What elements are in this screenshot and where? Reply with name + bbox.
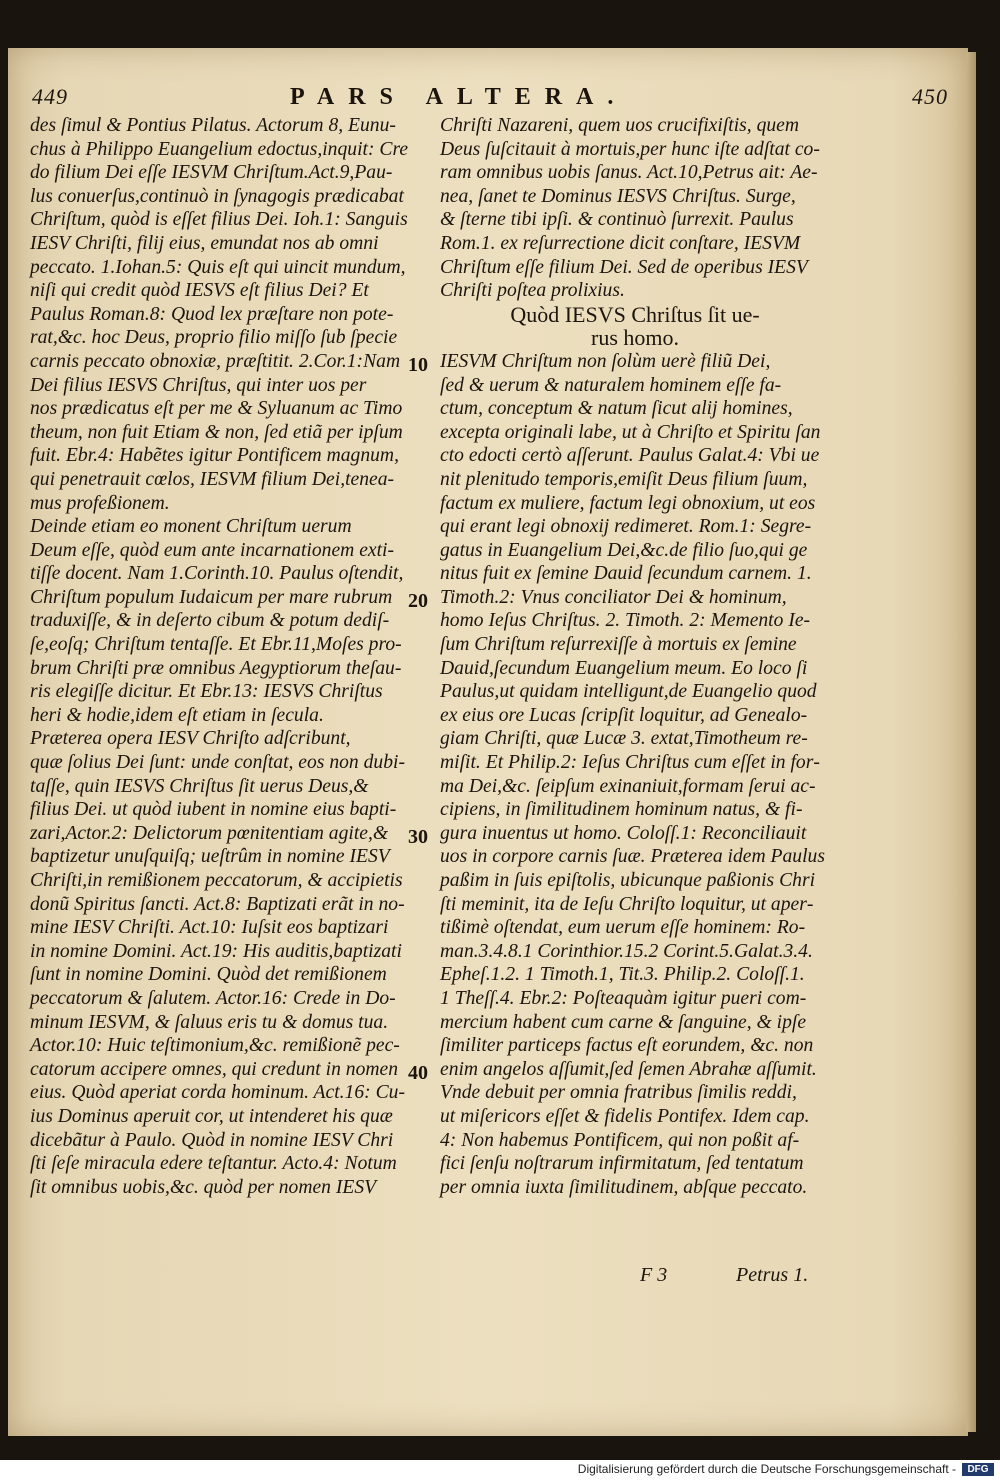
text-line: nea, ſanet te Dominus IESVS Chriſtus. Surge, — [440, 185, 796, 207]
text-line: Dauid,ſecundum Euangelium meum. Eo loco ſi — [440, 657, 808, 679]
text-line: 1 Theſſ.4. Ebr.2: Poſteaquàm igitur pueri com‑ — [440, 987, 807, 1009]
text-line: cipiens, in ſimilitudinem hominum natus, & fi‑ — [440, 799, 803, 821]
text-line: Chriſtum eſſe filium Dei. Sed de operibus IESV — [440, 256, 808, 278]
footer-credit: Digitalisierung gefördert durch die Deutsche Forschungsgemeinschaft - — [577, 1462, 956, 1476]
section-heading: Quòd IESVS Chriſtus ſit ue‑ — [510, 301, 760, 327]
text-line: ris elegiſſe dicitur. Et Ebr.13: IESVS Chriſtus — [30, 681, 383, 703]
text-line: brum Chriſti præ omnibus Aegyptiorum theſau‑ — [30, 657, 402, 679]
line-number-20: 20 — [408, 590, 428, 612]
text-line: IESV Chriſti, filij eius, emundat nos ab omni — [30, 232, 379, 254]
text-line: gura inuentus ut homo. Coloſſ.1: Reconciliauit — [440, 822, 807, 844]
text-line: zari,Actor.2: Delictorum pœnitentiam agite,& — [30, 822, 389, 844]
text-line: peccato. 1.Iohan.5: Quis eſt qui uincit mundum, — [30, 256, 406, 278]
page-edge — [966, 52, 976, 1432]
right-text-column — [440, 114, 830, 1199]
text-line: nos prædicatus eſt per me & Syluanum ac Timo — [30, 398, 403, 420]
text-line: qui penetrauit cœlos, IESVM filium Dei,tenea‑ — [30, 468, 395, 490]
text-line: ius Dominus aperuit cor, ut intenderet his quæ — [30, 1105, 393, 1127]
text-line: mercium habent cum carne & ſanguine, & ipſe — [440, 1011, 807, 1033]
text-line: miſit. Et Philip.2: Ieſus Chriſtus cum eſſet in for‑ — [440, 752, 820, 774]
text-line: excepta originali labe, ut à Chriſto et Spiritu ſan — [440, 421, 821, 443]
text-line: Chriſtum populum Iudaicum per mare rubrum — [30, 586, 393, 608]
text-line: carnis peccato obnoxiæ, præſtitit. 2.Cor.1:Nam — [30, 350, 401, 372]
text-line: tißimè oſtendat, eum uerum eſſe hominem: Ro‑ — [440, 917, 806, 939]
text-line: man.3.4.8.1 Corinthior.15.2 Corint.5.Galat.3.4. — [440, 940, 813, 962]
text-line: cto edocti certò aſſerunt. Paulus Galat.4: Vbi ue — [440, 445, 820, 467]
text-line: heri & hodie,idem eſt etiam in ſecula. — [30, 704, 324, 726]
text-line: Deum eſſe, quòd eum ante incarnationem exti‑ — [30, 539, 395, 561]
text-line: ſti ſeſe miracula edere teſtantur. Acto.4: Notum — [30, 1153, 397, 1175]
text-line: donũ Spiritus ſancti. Act.8: Baptizati erãt in no‑ — [30, 893, 405, 915]
text-line: ctum, conceptum & natum ſicut alij homines, — [440, 398, 793, 420]
text-line: baptizetur unuſquiſq; ueſtrûm in nomine IESV — [30, 846, 390, 868]
text-line: ut miſericors eſſet & fidelis Pontifex. Idem cap. — [440, 1105, 810, 1127]
dfg-logo: DFG — [962, 1463, 994, 1476]
text-line: eius. Quòd aperiat corda hominum. Act.16: Cu‑ — [30, 1082, 405, 1104]
text-line: Deus ſuſcitauit à mortuis,per hunc iſte adſtat co‑ — [440, 138, 820, 160]
text-line: Chriſti poſtea prolixius. — [440, 280, 625, 302]
text-line: ſti meminit, ita de Ieſu Chriſto loquitur, ut aper‑ — [440, 893, 814, 915]
text-line: Chriſti Nazareni, quem uos crucifixiſtis, quem — [440, 115, 800, 136]
text-line: Timoth.2: Vnus conciliator Dei & hominum, — [440, 586, 787, 608]
catchword: Petrus 1. — [736, 1264, 809, 1286]
section-heading: rus homo. — [591, 325, 679, 351]
text-line: Vnde debuit per omnia fratribus ſimilis reddi, — [440, 1082, 797, 1104]
text-line: 4: Non habemus Pontificem, qui non poßit af‑ — [440, 1129, 800, 1151]
text-line: per omnia iuxta ſimilitudinem, abſque peccato. — [440, 1176, 808, 1198]
text-line: ſimiliter particeps factus eſt eorundem, &c. non — [440, 1035, 814, 1057]
text-line: gatus in Euangelium Dei,&c.de filio ſuo,qui ge — [440, 539, 808, 561]
text-line: ex eius ore Lucas ſcripſit loquitur, ad Genealo‑ — [440, 704, 808, 726]
text-line: ram omnibus uobis ſanus. Act.10,Petrus ait: Ae‑ — [440, 162, 818, 184]
text-line: uos in corpore carnis ſuæ. Præterea idem Paulus — [440, 846, 825, 868]
text-line: traduxiſſe, & in deſerto cibum & potum dediſ‑ — [30, 610, 390, 632]
footer-bar — [0, 1460, 1000, 1480]
text-line: Epheſ.1.2. 1 Timoth.1, Tit.3. Philip.2. Coloſſ.1. — [440, 964, 805, 986]
text-line: Actor.10: Huic teſtimonium,&c. remißionẽ pec‑ — [30, 1035, 400, 1057]
text-line: fici ſenſu noſtrarum infirmitatum, ſed tentatum — [440, 1153, 804, 1175]
text-line: IESVM Chriſtum non ſolùm uerè filiũ Dei, — [440, 350, 771, 372]
line-number-30: 30 — [408, 826, 428, 848]
line-number-10: 10 — [408, 354, 428, 376]
signature-mark: F 3 — [640, 1264, 668, 1286]
text-line: minum IESVM, & ſaluus eris tu & domus tua. — [30, 1011, 389, 1033]
text-line: taſſe, quin IESVS Chriſtus ſit uerus Deus,& — [30, 775, 369, 797]
text-line: mus profeßionem. — [30, 492, 170, 514]
text-line: des ſimul & Pontius Pilatus. Actorum 8, Eunu‑ — [30, 115, 396, 136]
text-line: ma Dei,&c. ſeipſum exinaniuit,formam ſerui ac‑ — [440, 775, 816, 797]
text-line: Rom.1. ex reſurrectione dicit conſtare, IESVM — [440, 232, 801, 254]
running-head: PARS ALTERA. — [290, 84, 628, 110]
text-line: fuit. Ebr.4: Habẽtes igitur Pontificem magnum, — [30, 445, 399, 467]
text-line: Chriſti,in remißionem peccatorum, & accipietis — [30, 870, 403, 891]
text-line: nit plenitudo temporis,emiſit Deus filium ſuum, — [440, 468, 808, 490]
text-line: catorum accipere omnes, qui credunt in nomen — [30, 1058, 399, 1080]
text-line: Paulus Roman.8: Quod lex præſtare non pote‑ — [30, 303, 394, 325]
text-line: quæ ſolius Dei ſunt: unde conſtat, eos non dubi‑ — [30, 752, 405, 774]
text-line: peccatorum & ſalutem. Actor.16: Crede in Do‑ — [30, 987, 396, 1009]
text-line: qui erant legi obnoxij redimeret. Rom.1: Segre‑ — [440, 516, 812, 538]
text-line: ſed & uerum & naturalem hominem eſſe fa‑ — [440, 374, 782, 396]
text-line: chus à Philippo Euangelium edoctus,inquit: Cre — [30, 138, 409, 160]
text-line: Paulus,ut quidam intelligunt,de Euangelio quod — [440, 681, 817, 703]
text-line: ſe,eoſq; Chriſtum tentaſſe. Et Ebr.11,Moſes pro‑ — [30, 634, 402, 656]
text-line: giam Chriſti, quæ Lucæ 3. extat,Timotheum re‑ — [440, 728, 808, 750]
text-line: factum ex muliere, factum legi obnoxium, ut eos — [440, 492, 816, 514]
page-number-right: 450 — [912, 84, 948, 109]
text-line: ſit omnibus uobis,&c. quòd per nomen IESV — [30, 1176, 377, 1198]
text-line: niſi qui credit quòd IESVS eſt filius Dei? Et — [30, 280, 369, 302]
text-line: Chriſtum, quòd is eſſet filius Dei. Ioh.1: Sanguis — [30, 209, 408, 231]
text-line: nitus fuit ex ſemine Dauid ſecundum carnem. 1. — [440, 563, 812, 585]
left-text-column — [30, 114, 430, 1199]
text-line: Præterea opera IESV Chriſto adſcribunt, — [30, 728, 351, 750]
text-line: enim angelos aſſumit,ſed ſemen Abrahæ aſſumit. — [440, 1058, 817, 1080]
text-line: do filium Dei eſſe IESVM Chriſtum.Act.9,Pau‑ — [30, 162, 393, 184]
text-line: dicebãtur à Paulo. Quòd in nomine IESV Chri — [30, 1129, 394, 1151]
text-line: filius Dei. ut quòd iubent in nomine eius bapti‑ — [30, 799, 397, 821]
text-line: ſunt in nomine Domini. Quòd det remißionem — [30, 964, 387, 986]
text-line: in nomine Domini. Act.19: His auditis,baptizati — [30, 940, 402, 962]
text-line: lus conuerſus,continuò in ſynagogis prædicabat — [30, 185, 404, 207]
text-line: Dei filius IESVS Chriſtus, qui inter uos per — [30, 374, 367, 396]
text-line: theum, non fuit Etiam & non, ſed etiã per ipſum — [30, 421, 403, 443]
text-line: mine IESV Chriſti. Act.10: Iuſsit eos baptizari — [30, 917, 389, 939]
text-line: homo Ieſus Chriſtus. 2. Timoth. 2: Memento Ie‑ — [440, 610, 811, 632]
text-line: & ſterne tibi ipſi. & continuò ſurrexit. Paulus — [440, 209, 794, 231]
text-line: Deinde etiam eo monent Chriſtum uerum — [30, 516, 352, 538]
page-number-left: 449 — [32, 84, 68, 109]
text-line: tiſſe docent. Nam 1.Corinth.10. Paulus oſtendit, — [30, 563, 404, 585]
line-number-40: 40 — [408, 1062, 428, 1084]
text-line: ſum Chriſtum reſurrexiſſe à mortuis ex ſemine — [440, 634, 797, 656]
text-line: paßim in ſuis epiſtolis, ubicunque paßionis Chri — [440, 870, 816, 891]
text-line: rat,&c. hoc Deus, proprio filio miſſo ſub ſpecie — [30, 327, 398, 349]
